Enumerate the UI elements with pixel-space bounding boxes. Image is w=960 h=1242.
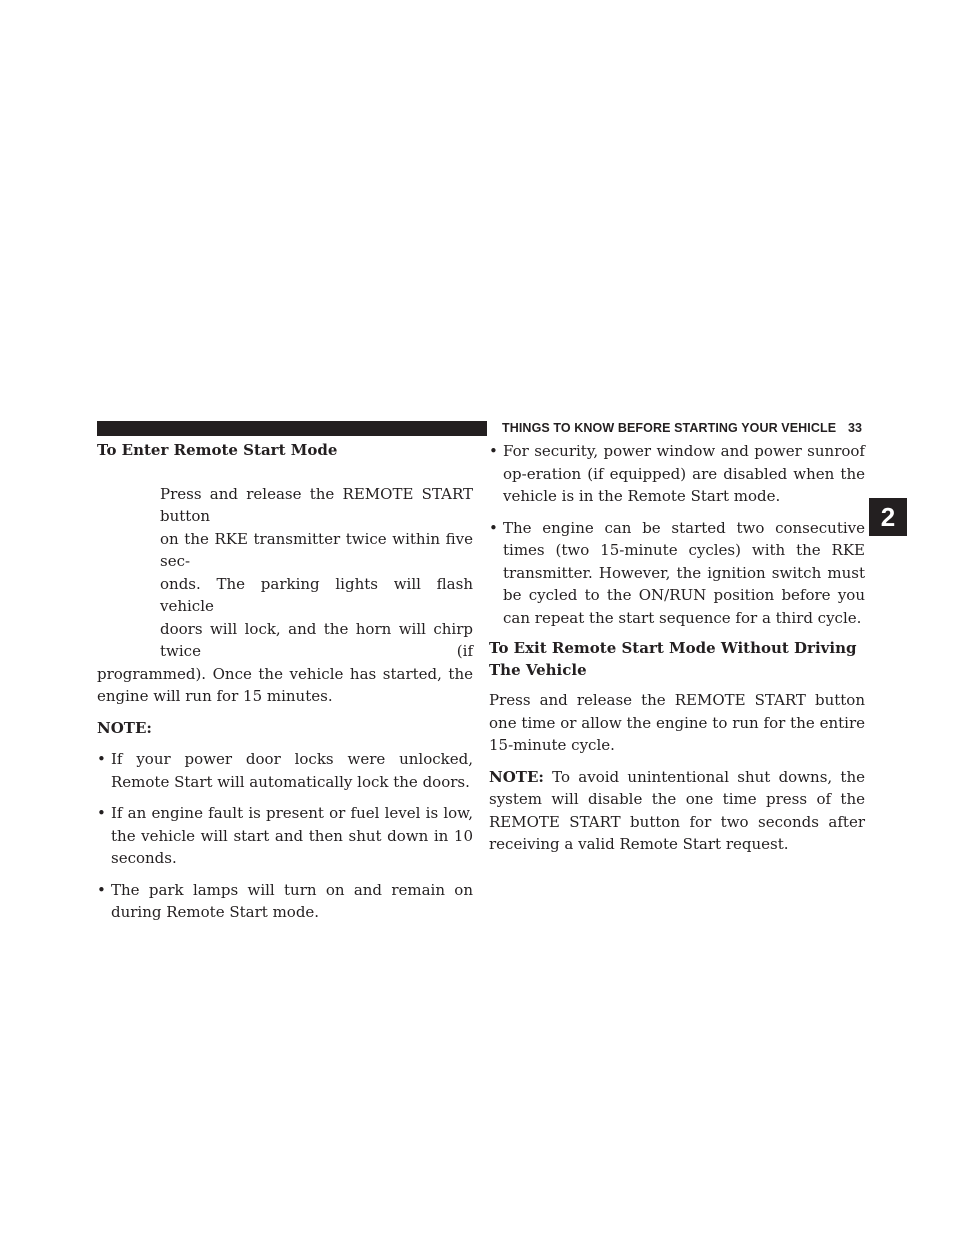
right-column: [489, 440, 865, 856]
page-number: 33: [848, 421, 862, 435]
list-item-text: The park lamps will turn on and remain on during Remote Start mode.: [111, 880, 473, 921]
bullet-icon: •: [97, 750, 106, 768]
continued-bullet-list: [489, 440, 865, 629]
left-column: [97, 440, 473, 924]
section-heading-exit-remote-start: To Exit Remote Start Mode Without Driving The Vehicle: [489, 639, 857, 679]
indented-paragraph: [97, 483, 473, 663]
indented-line: doors will lock, and the horn will chirp twice (if: [160, 619, 473, 660]
note-paragraph: [489, 766, 865, 856]
list-item-text: If your power door locks were unlocked, Remote Start will automatically lock the doors.: [111, 750, 473, 791]
note-label: NOTE:: [489, 767, 544, 786]
exit-paragraph: Press and release the REMOTE START button one time or allow the engine to run for the entire 15-minute cycle.: [489, 691, 865, 754]
list-item-text: If an engine fault is present or fuel level is low, the vehicle will start and then shut down in 10 seconds.: [111, 804, 473, 867]
bullet-icon: •: [489, 442, 498, 460]
indented-line: Press and release the REMOTE START button: [160, 484, 473, 525]
chapter-tab: 2: [869, 498, 907, 536]
list-item: [489, 517, 865, 630]
bullet-icon: •: [97, 880, 106, 899]
list-item-text: For security, power window and power sunroof op-eration (if equipped) are disabled when the vehicle is in the Remote Start mode.: [503, 442, 865, 505]
header-rule-bar: [97, 421, 487, 436]
note-text: To avoid unintentional shut downs, the system will disable the one time press of the REMOTE START button for two seconds after receiving a valid Remote Start request.: [489, 767, 865, 853]
list-item: [489, 440, 865, 508]
bullet-icon: •: [489, 518, 498, 537]
list-item: [97, 802, 473, 870]
note-bullet-list: [97, 748, 473, 924]
list-item: [97, 748, 473, 793]
list-item: [97, 879, 473, 924]
running-header-title: THINGS TO KNOW BEFORE STARTING YOUR VEHICLE: [502, 421, 837, 435]
indented-line: onds. The parking lights will flash vehicle: [160, 574, 473, 615]
list-item-text: The engine can be started two consecutive times (two 15-minute cycles) with the RKE transmitter. However, the ignition switch must be cycled to the ON/RUN position before you can repeat the start sequence for a third cycle.: [503, 518, 865, 627]
paragraph-continuation: programmed). Once the vehicle has started, the engine will run for 15 minutes.: [97, 664, 473, 705]
bullet-icon: •: [97, 804, 106, 822]
note-label: NOTE:: [97, 718, 152, 737]
indented-line: on the RKE transmitter twice within five sec-: [160, 529, 473, 570]
section-heading-enter-remote-start: To Enter Remote Start Mode: [97, 441, 338, 459]
